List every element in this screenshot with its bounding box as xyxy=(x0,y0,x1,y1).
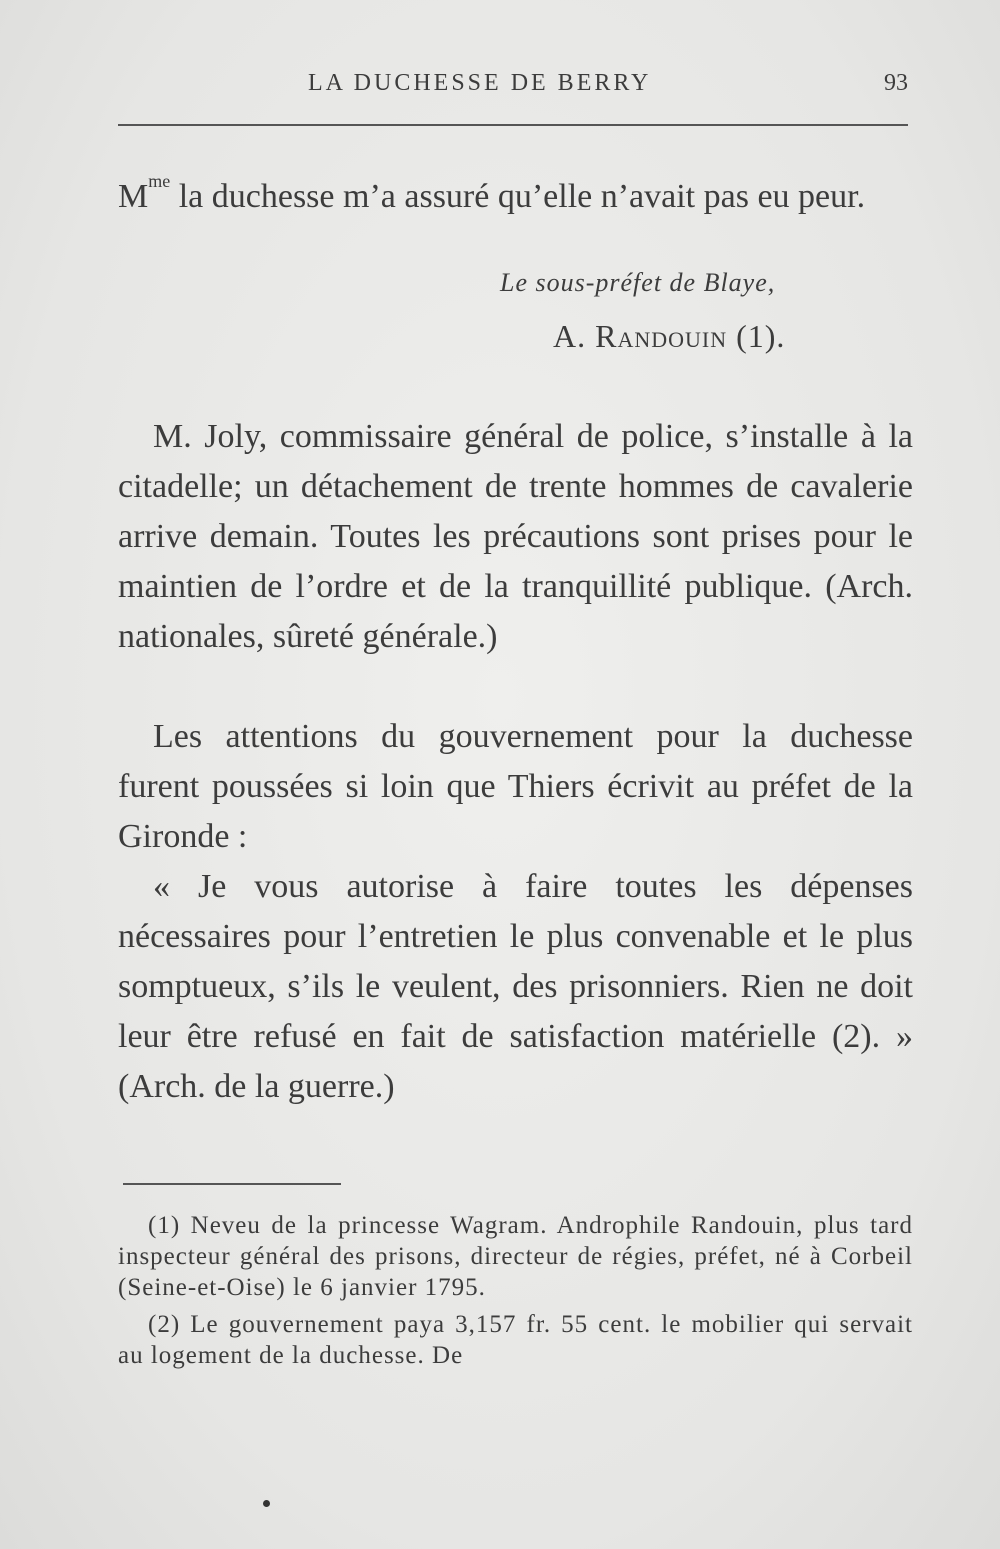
running-title: LA DUCHESSE DE BERRY xyxy=(308,70,652,96)
footnote-1: (1) Neveu de la princesse Wagram. Androphile Randouin, plus tard inspecteur général des prisons, directeur de régies, préfet, né à Corbeil (Seine-et-Oise) le 6 janvier 1795. xyxy=(118,1212,913,1301)
signature-surname: Randouin xyxy=(595,318,728,354)
letter-closing-prefix: M xyxy=(118,178,149,215)
footnotes xyxy=(118,1210,913,1377)
signature-note-ref: (1). xyxy=(727,318,786,354)
header-rule xyxy=(118,124,908,126)
signature-title: Le sous-préfet de Blaye, xyxy=(500,268,776,297)
footnote-rule xyxy=(123,1183,341,1185)
main-text xyxy=(118,412,913,1112)
letter-closing-sup: me xyxy=(148,171,171,191)
letter-closing xyxy=(118,172,913,222)
page-header xyxy=(118,70,908,110)
paragraph-joly: M. Joly, commissaire général de police, s’installe à la citadelle; un détachement de trente hommes de cavalerie arrive demain. Toutes les précautions sont prises pour le maintien de l’ordre et de la tranquillité publique. (Arch. nationales, sûreté générale.) xyxy=(118,418,913,655)
paragraph-quote: « Je vous autorise à faire toutes les dépenses nécessaires pour l’entretien le plus convenable et le plus somptueux, s’ils le veulent, des prisonniers. Rien ne doit leur être refusé en fait de satisfaction matérielle (2). » (Arch. de la guerre.) xyxy=(118,868,913,1105)
letter-closing-line xyxy=(118,172,913,222)
signature-name xyxy=(553,318,785,355)
footnote-2: (2) Le gouvernement paya 3,157 fr. 55 cent. le mobilier qui servait au logement de la duchesse. De xyxy=(118,1311,913,1369)
paragraph-attentions: Les attentions du gouvernement pour la duchesse furent poussées si loin que Thiers écrivit au préfet de la Gironde : xyxy=(118,718,913,855)
printer-mark xyxy=(263,1500,270,1507)
page-number: 93 xyxy=(884,70,908,96)
letter-closing-text: la duchesse m’a assuré qu’elle n’avait pas eu peur. xyxy=(170,178,866,215)
signature-initial: A. xyxy=(553,318,596,354)
